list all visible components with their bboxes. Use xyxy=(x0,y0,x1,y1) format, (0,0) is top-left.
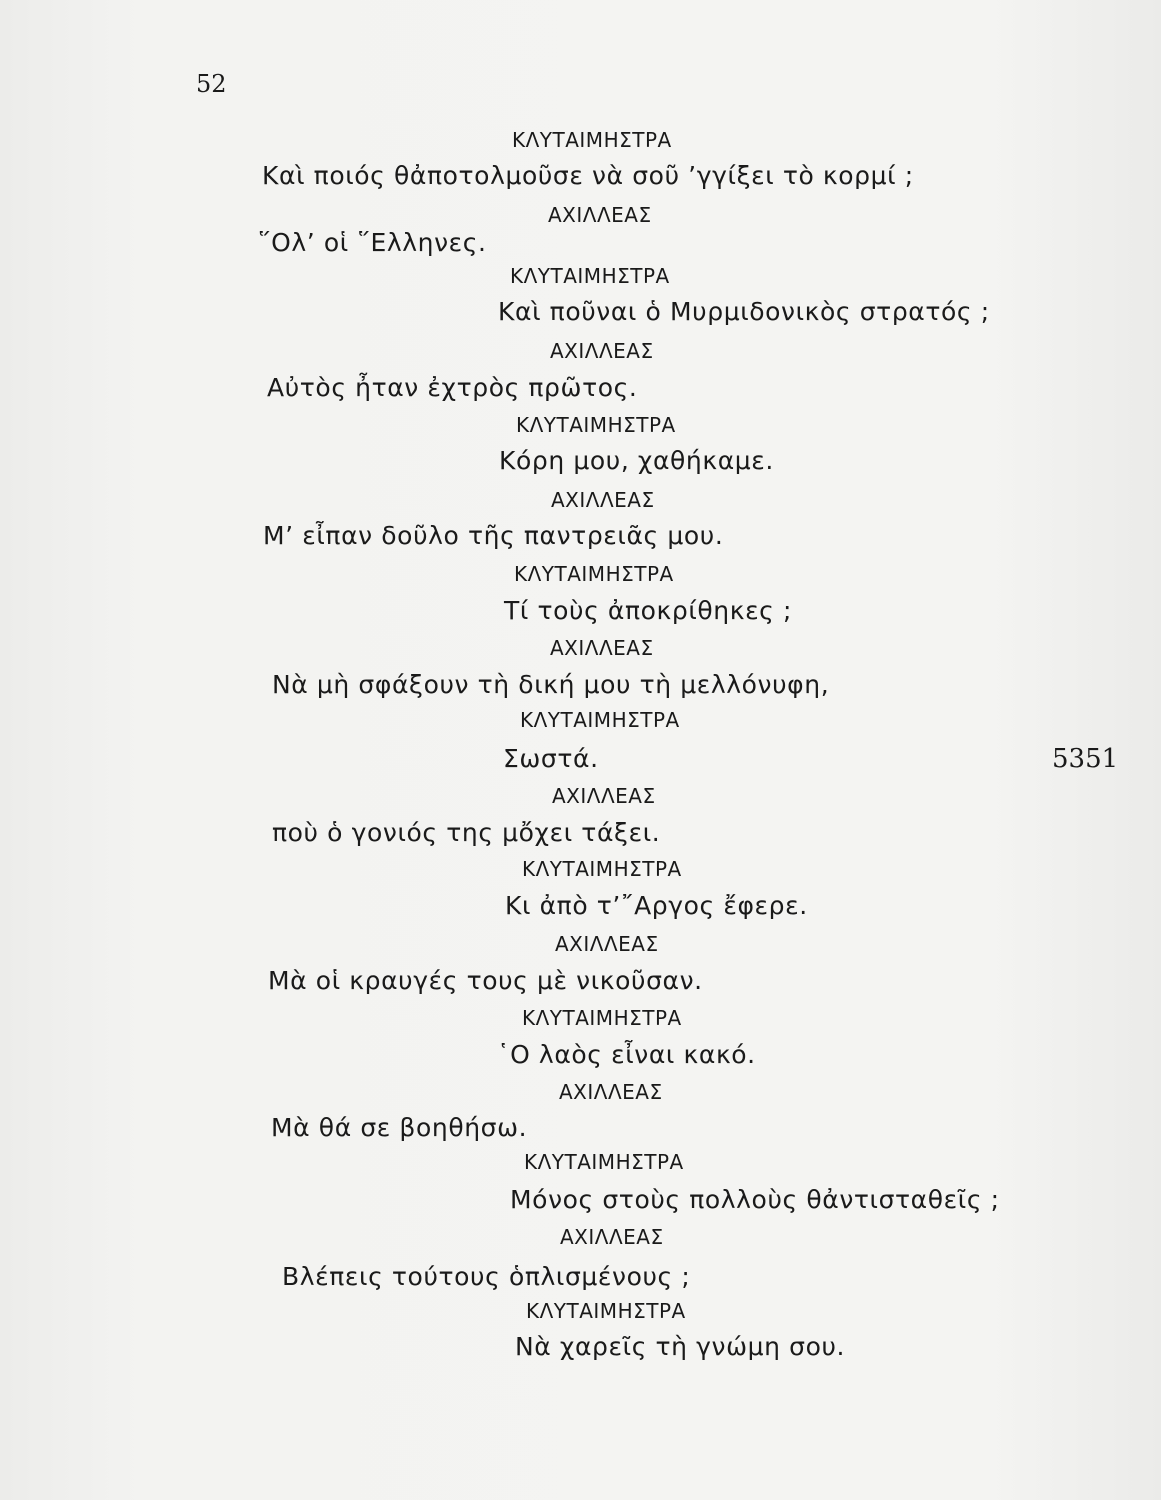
speaker-klytaimnistra: ΚΛΥΤΑΙΜΗΣΤΡΑ xyxy=(514,562,674,586)
verse-line: Νὰ μὴ σφάξουν τὴ δική μου τὴ μελλόνυφη, xyxy=(272,670,830,699)
verse-line: ῞Ολ’ οἱ ῞Ελληνες. xyxy=(258,228,487,257)
verse-line: Τί τοὺς ἀποκρίθηκες ; xyxy=(504,596,793,625)
speaker-klytaimnistra: ΚΛΥΤΑΙΜΗΣΤΡΑ xyxy=(510,264,670,288)
speaker-klytaimnistra: ΚΛΥΤΑΙΜΗΣΤΡΑ xyxy=(524,1150,684,1174)
speaker-achilleas: ΑΧΙΛΛΕΑΣ xyxy=(550,636,654,660)
line-number-marker: 5351 xyxy=(1052,744,1119,774)
verse-line: Καὶ ποιός θἀποτολμοῦσε νὰ σοῦ ’γγίξει τὸ κορμί ; xyxy=(262,161,914,190)
speaker-achilleas: ΑΧΙΛΛΕΑΣ xyxy=(559,1080,663,1104)
speaker-achilleas: ΑΧΙΛΛΕΑΣ xyxy=(552,784,656,808)
verse-line: Μόνος στοὺς πολλοὺς θἀντισταθεῖς ; xyxy=(510,1185,1000,1214)
verse-line: Κι ἀπὸ τ’῎Αργος ἔφερε. xyxy=(505,891,808,920)
speaker-achilleas: ΑΧΙΛΛΕΑΣ xyxy=(555,932,659,956)
verse-line: Κόρη μου, χαθήκαμε. xyxy=(499,446,774,475)
verse-line: Μὰ οἱ κραυγές τους μὲ νικοῦσαν. xyxy=(268,966,703,995)
verse-line: Βλέπεις τούτους ὁπλισμένους ; xyxy=(282,1262,691,1291)
speaker-achilleas: ΑΧΙΛΛΕΑΣ xyxy=(551,488,655,512)
page-number: 52 xyxy=(196,70,227,98)
speaker-klytaimnistra: ΚΛΥΤΑΙΜΗΣΤΡΑ xyxy=(516,413,676,437)
verse-line: Μ’ εἶπαν δοῦλο τῆς παντρειᾶς μου. xyxy=(263,521,724,550)
speaker-achilleas: ΑΧΙΛΛΕΑΣ xyxy=(550,339,654,363)
speaker-klytaimnistra: ΚΛΥΤΑΙΜΗΣΤΡΑ xyxy=(522,1006,682,1030)
speaker-klytaimnistra: ΚΛΥΤΑΙΜΗΣΤΡΑ xyxy=(520,708,680,732)
verse-line: ῾Ο λαὸς εἶναι κακό. xyxy=(497,1040,756,1069)
verse-line: Μὰ θά σε βοηθήσω. xyxy=(271,1113,528,1142)
speaker-klytaimnistra: ΚΛΥΤΑΙΜΗΣΤΡΑ xyxy=(512,128,672,152)
verse-line: Καὶ ποῦναι ὁ Μυρμιδονικὸς στρατός ; xyxy=(498,297,990,326)
speaker-klytaimnistra: ΚΛΥΤΑΙΜΗΣΤΡΑ xyxy=(522,857,682,881)
speaker-achilleas: ΑΧΙΛΛΕΑΣ xyxy=(548,203,652,227)
speaker-achilleas: ΑΧΙΛΛΕΑΣ xyxy=(560,1225,664,1249)
verse-line: Αὐτὸς ἦταν ἐχτρὸς πρῶτος. xyxy=(267,373,638,402)
verse-line: Σωστά. xyxy=(503,744,599,773)
verse-line: Νὰ χαρεῖς τὴ γνώμη σου. xyxy=(515,1332,846,1361)
speaker-klytaimnistra: ΚΛΥΤΑΙΜΗΣΤΡΑ xyxy=(526,1299,686,1323)
verse-line: ποὺ ὁ γονιός της μὄχει τάξει. xyxy=(272,818,661,847)
